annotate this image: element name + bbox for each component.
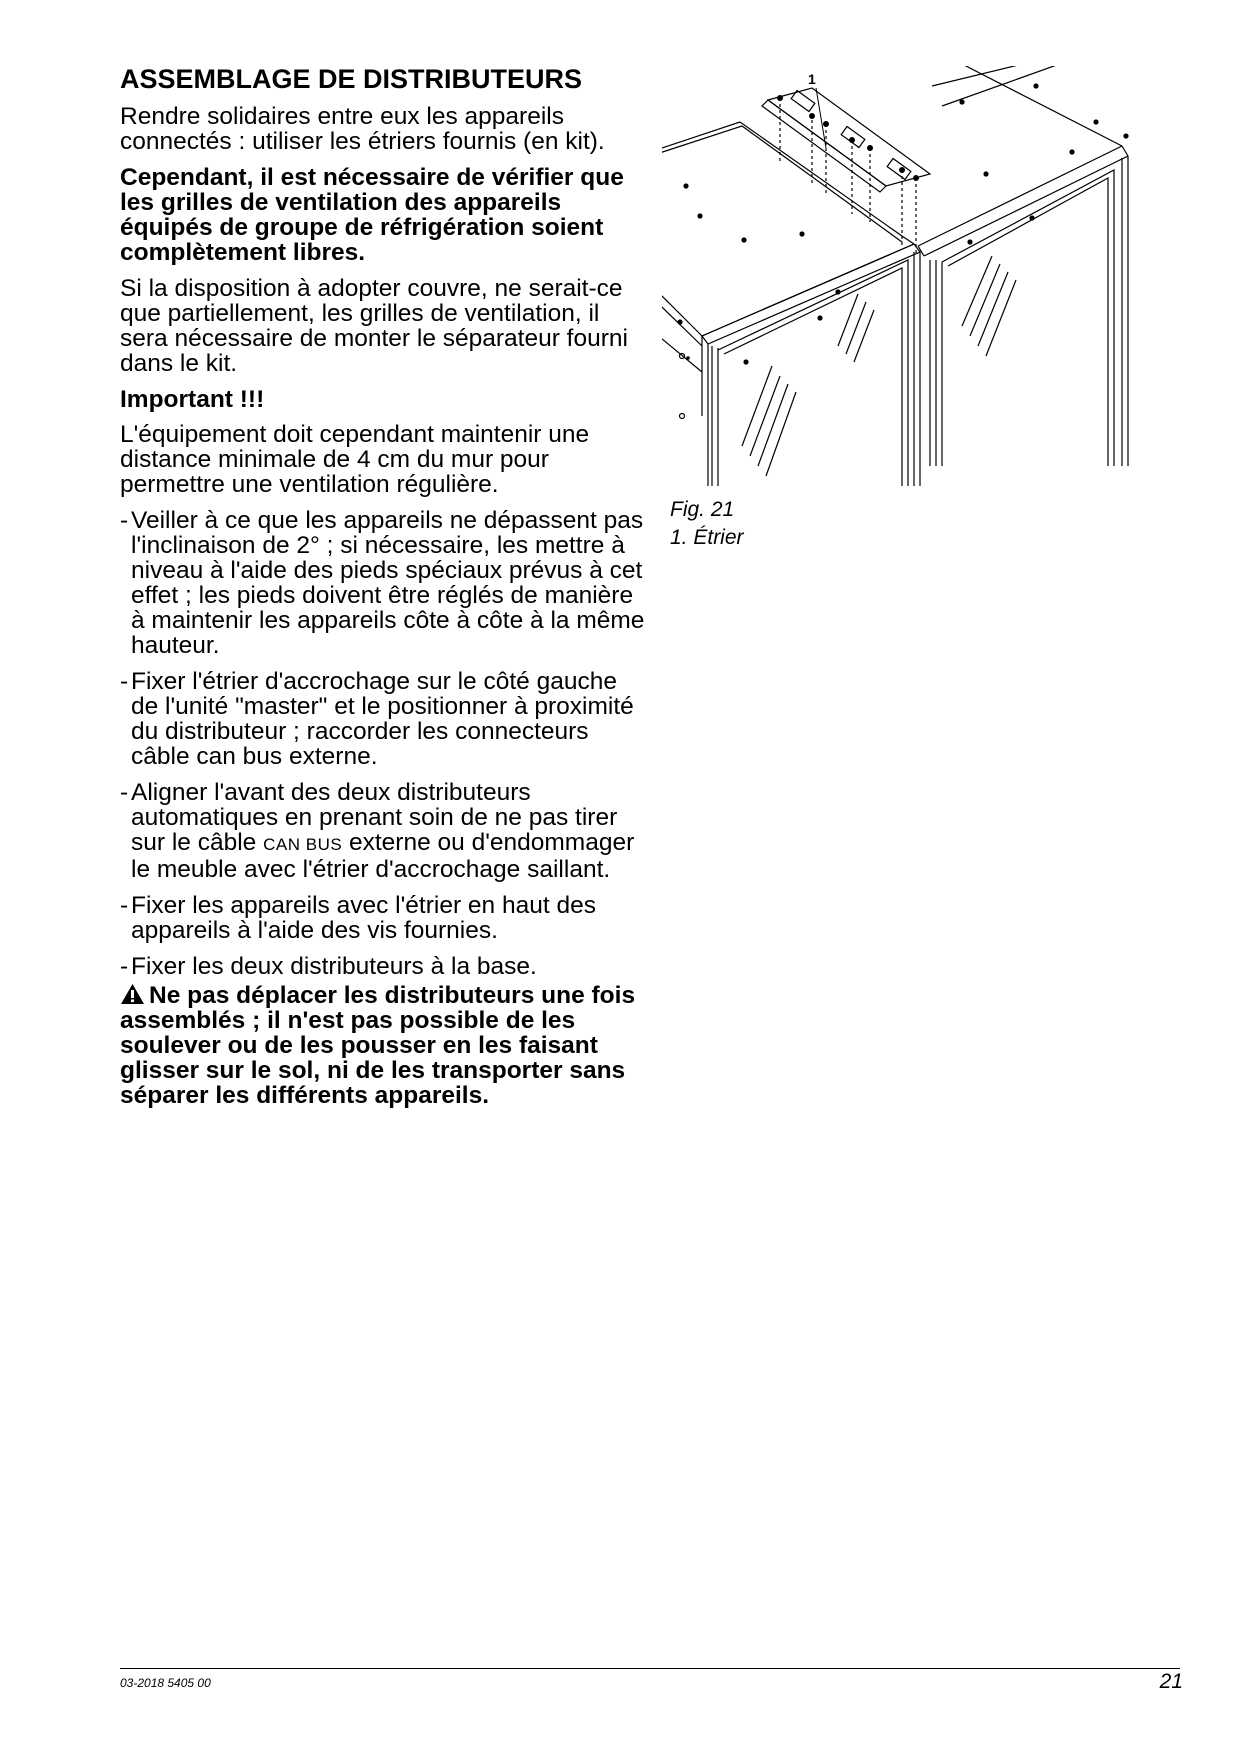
dash-bullet: -: [120, 507, 129, 534]
figure-legend: 1. Étrier: [670, 526, 744, 549]
list-item: [120, 780, 648, 882]
step-text: Fixer les deux distributeurs à la base.: [131, 953, 537, 980]
warning-triangle-icon: [120, 983, 145, 1005]
list-item: [120, 508, 648, 658]
assembly-illustration: [662, 66, 1202, 502]
dash-bullet: -: [120, 892, 129, 919]
steps-list: [120, 508, 648, 979]
list-item: [120, 893, 648, 943]
important-paragraph: L'équipement doit cependant maintenir une distance minimale de 4 cm du mur pour permettre une ventilation régulière.: [120, 421, 590, 498]
step-text-after: externe ou d'endommager le meuble avec l'étrier d'accrochage saillant.: [131, 829, 635, 883]
intro-paragraph: Rendre solidaires entre eux les appareils connectés : utiliser les étriers fournis (en kit).: [120, 103, 605, 155]
footer-divider: [120, 1668, 1180, 1669]
warning-paragraph: [120, 983, 648, 1108]
can-bus-term: CAN BUS: [263, 835, 343, 854]
main-text-column: [120, 66, 648, 1119]
separator-note: Si la disposition à adopter couvre, ne serait-ce que partiellement, les grilles de ventilation, il sera nécessaire de monter le séparateur fourni dans le kit.: [120, 275, 628, 377]
page-number: 21: [1159, 1670, 1183, 1693]
important-heading: Important !!!: [120, 386, 265, 413]
figure-caption: [670, 496, 744, 552]
bracket-etrier: [762, 88, 930, 254]
callout-number: 1: [808, 71, 816, 87]
section-title: ASSEMBLAGE DE DISTRIBUTEURS: [120, 64, 583, 94]
dash-bullet: -: [120, 953, 129, 980]
list-item: [120, 669, 648, 769]
step-text: Veiller à ce que les appareils ne dépassent pas l'inclinaison de 2° ; si nécessaire, les mettre à niveau à l'aide des pieds spéciaux prévus à cet effet ; les pieds doivent être réglés de manière à maintenir les appareils côte à côte à la même hauteur.: [131, 507, 645, 659]
left-cabinet: [662, 122, 920, 486]
right-cabinet: [918, 66, 1128, 466]
caution-paragraph: Cependant, il est nécessaire de vérifier que les grilles de ventilation des appareils équipés de groupe de réfrigération soient complètement libres.: [120, 164, 624, 266]
step-text: Fixer l'étrier d'accrochage sur le côté gauche de l'unité "master" et le positionner à proximité du distributeur ; raccorder les connecteurs câble can bus externe.: [131, 668, 634, 770]
list-item: [120, 954, 648, 979]
dash-bullet: -: [120, 779, 129, 806]
step-text-before: Aligner l'avant des deux distributeurs automatiques en prenant soin de ne pas tirer sur le câble: [131, 779, 618, 856]
figure-number: Fig. 21: [670, 498, 735, 521]
warning-text: Ne pas déplacer les distributeurs une fois assemblés ; il n'est pas possible de les soulever ou de les pousser en les faisant glisser sur le sol, ni de les transporter sans séparer les différents appareils.: [120, 982, 636, 1109]
document-code: 03-2018 5405 00: [120, 1676, 211, 1690]
step-text: Fixer les appareils avec l'étrier en haut des appareils à l'aide des vis fournies.: [131, 892, 596, 944]
dash-bullet: -: [120, 668, 129, 695]
